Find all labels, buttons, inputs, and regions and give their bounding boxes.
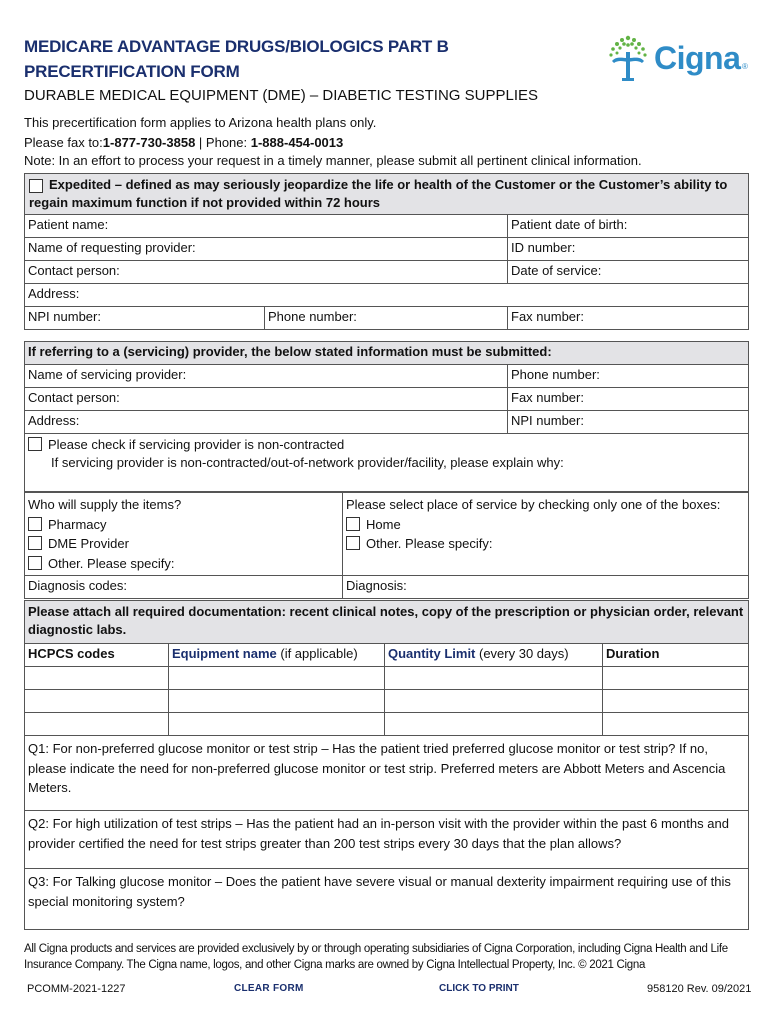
- supply-option-dme[interactable]: [28, 534, 339, 554]
- equipment-cell[interactable]: [169, 667, 385, 690]
- quantity-cell[interactable]: [385, 713, 603, 736]
- expedited-row: [25, 174, 749, 215]
- other-place-label: Other. Please specify:: [366, 536, 493, 551]
- equipment-cell[interactable]: [169, 713, 385, 736]
- col-quantity-note: (every 30 days): [475, 646, 569, 661]
- diagnosis-codes-field[interactable]: [25, 576, 343, 599]
- servicing-name-label: Name of servicing provider:: [28, 367, 187, 382]
- documentation-header: Please attach all required documentation: recent clinical notes, copy of the prescription or physician order, relevant diagnostic labs.: [25, 601, 749, 644]
- duration-cell[interactable]: [603, 667, 749, 690]
- col-hcpcs: HCPCS codes: [25, 644, 169, 667]
- phone-label: | Phone:: [195, 135, 251, 150]
- place-option-home[interactable]: [346, 515, 745, 535]
- who-supply-cell: [25, 493, 343, 576]
- cigna-logo: [604, 34, 748, 84]
- duration-cell[interactable]: [603, 713, 749, 736]
- clear-form-button[interactable]: CLEAR FORM: [234, 983, 304, 994]
- col-equipment: [169, 644, 385, 667]
- equipment-table: [24, 600, 749, 930]
- tree-of-life-icon: [604, 34, 652, 84]
- servicing-npi-label: NPI number:: [511, 413, 584, 428]
- intro-line: This precertification form applies to Arizona health plans only.: [24, 115, 377, 130]
- contact-person-label: Contact person:: [28, 263, 120, 278]
- servicing-fax-label: Fax number:: [511, 390, 584, 405]
- date-of-service-field[interactable]: [508, 261, 749, 284]
- servicing-address-field[interactable]: [25, 411, 508, 434]
- form-subtitle: DURABLE MEDICAL EQUIPMENT (DME) – DIABETIC TESTING SUPPLIES: [24, 87, 538, 104]
- intro-text: [24, 113, 376, 153]
- fax-label: Please fax to:: [24, 135, 103, 150]
- col-equipment-label: Equipment name: [172, 646, 277, 661]
- diagnosis-codes-label: Diagnosis codes:: [28, 578, 127, 593]
- fax-label: Fax number:: [511, 309, 584, 324]
- form-title-line1: MEDICARE ADVANTAGE DRUGS/BIOLOGICS PART B: [24, 37, 449, 56]
- diagnosis-label: Diagnosis:: [346, 578, 407, 593]
- pharmacy-checkbox[interactable]: [28, 517, 42, 531]
- table-row: [25, 690, 749, 713]
- requesting-provider-field[interactable]: [25, 238, 508, 261]
- form-title: [24, 34, 544, 84]
- dme-label: DME Provider: [48, 536, 129, 551]
- duration-cell[interactable]: [603, 690, 749, 713]
- supply-option-other[interactable]: [28, 554, 339, 574]
- legal-footer: All Cigna products and services are provided exclusively by or through operating subsidiaries of Cigna Corporation, including Cigna Health and Life Insurance Company. The Cigna name, logos, and other Cigna marks are owned by Cigna Intellectual Property, Inc. © 2021 Cigna: [24, 943, 728, 971]
- other-place-checkbox[interactable]: [346, 536, 360, 550]
- phone-field[interactable]: [265, 307, 508, 330]
- id-number-field[interactable]: [508, 238, 749, 261]
- place-option-other[interactable]: [346, 534, 745, 554]
- other-supply-checkbox[interactable]: [28, 556, 42, 570]
- npi-label: NPI number:: [28, 309, 101, 324]
- revision-text: 958120 Rev. 09/2021: [647, 983, 752, 995]
- quantity-cell[interactable]: [385, 667, 603, 690]
- requesting-provider-label: Name of requesting provider:: [28, 240, 196, 255]
- table-row: [25, 667, 749, 690]
- dob-label: Patient date of birth:: [511, 217, 628, 232]
- servicing-fax-field[interactable]: [508, 388, 749, 411]
- servicing-address-label: Address:: [28, 413, 80, 428]
- expedited-checkbox[interactable]: [29, 179, 43, 193]
- phone-label: Phone number:: [268, 309, 357, 324]
- place-of-service-cell: [343, 493, 749, 576]
- fax-field[interactable]: [508, 307, 749, 330]
- expedited-label: Expedited – defined as may seriously jeopardize the life or health of the Customer or the Customer’s ability to regain maximum function if not provided within 72 hours: [29, 177, 728, 210]
- hcpcs-cell[interactable]: [25, 713, 169, 736]
- contact-person-field[interactable]: [25, 261, 508, 284]
- form-code: PCOMM-2021-1227: [27, 983, 126, 995]
- who-supply-label: Who will supply the items?: [28, 497, 182, 512]
- print-button[interactable]: CLICK TO PRINT: [439, 983, 519, 994]
- patient-name-field[interactable]: [25, 215, 508, 238]
- dme-checkbox[interactable]: [28, 536, 42, 550]
- address-label: Address:: [28, 286, 80, 301]
- pharmacy-label: Pharmacy: [48, 516, 107, 532]
- hcpcs-cell[interactable]: [25, 667, 169, 690]
- address-field[interactable]: [25, 284, 749, 307]
- place-of-service-label: Please select place of service by checking only one of the boxes:: [346, 497, 721, 512]
- noncontracted-row: [25, 434, 749, 492]
- noncontracted-explain[interactable]: If servicing provider is non-contracted/out-of-network provider/facility, please explain why:: [51, 455, 564, 470]
- noncontracted-label: Please check if servicing provider is non-contracted: [48, 437, 345, 452]
- servicing-phone-field[interactable]: [508, 365, 749, 388]
- servicing-npi-field[interactable]: [508, 411, 749, 434]
- servicing-name-field[interactable]: [25, 365, 508, 388]
- supply-option-pharmacy[interactable]: [28, 515, 339, 535]
- patient-provider-table: [24, 173, 749, 330]
- servicing-contact-field[interactable]: [25, 388, 508, 411]
- fax-number: 1-877-730-3858: [102, 135, 196, 150]
- npi-field[interactable]: [25, 307, 265, 330]
- servicing-phone-label: Phone number:: [511, 367, 600, 382]
- cigna-wordmark: Cigna: [654, 40, 741, 76]
- servicing-provider-table: [24, 341, 749, 492]
- patient-name-label: Patient name:: [28, 217, 109, 232]
- registered-mark: ®: [742, 62, 748, 71]
- diagnosis-field[interactable]: [343, 576, 749, 599]
- dob-field[interactable]: [508, 215, 749, 238]
- noncontracted-check-line: [28, 436, 745, 454]
- col-duration: Duration: [603, 644, 749, 667]
- other-supply-label: Other. Please specify:: [48, 555, 175, 571]
- servicing-contact-label: Contact person:: [28, 390, 120, 405]
- col-equipment-note: (if applicable): [276, 646, 358, 661]
- contact-line: [24, 133, 376, 153]
- quantity-cell[interactable]: [385, 690, 603, 713]
- home-checkbox[interactable]: [346, 517, 360, 531]
- form-title-line2: PRECERTIFICATION FORM: [24, 62, 240, 81]
- col-quantity: [385, 644, 603, 667]
- home-label: Home: [366, 516, 401, 532]
- phone-number: 1-888-454-0013: [250, 135, 344, 150]
- col-quantity-label: Quantity Limit: [388, 646, 476, 661]
- servicing-header: If referring to a (servicing) provider, the below stated information must be submitted:: [25, 342, 749, 365]
- supply-table: [24, 492, 749, 599]
- date-of-service-label: Date of service:: [511, 263, 602, 278]
- id-number-label: ID number:: [511, 240, 576, 255]
- note-text: Note: In an effort to process your request in a timely manner, please submit all pertinent clinical information.: [24, 153, 642, 168]
- question-q2[interactable]: Q2: For high utilization of test strips – Has the patient had an in-person visit with the provider within the past 6 months and provider certified the need for test strips greater than 200 test strips every 30 days that the plan allows?: [25, 811, 749, 869]
- equipment-cell[interactable]: [169, 690, 385, 713]
- hcpcs-cell[interactable]: [25, 690, 169, 713]
- question-q1[interactable]: Q1: For non-preferred glucose monitor or test strip – Has the patient tried preferred glucose monitor or test strip? If no, please indicate the need for non-preferred glucose monitor or test strip. Preferred meters are Abbott Meters and Ascencia Meters.: [25, 736, 749, 811]
- question-q3[interactable]: Q3: For Talking glucose monitor – Does the patient have severe visual or manual dexterity impairment requiring use of this special monitoring system?: [25, 869, 749, 930]
- noncontracted-checkbox[interactable]: [28, 437, 42, 451]
- table-row: [25, 713, 749, 736]
